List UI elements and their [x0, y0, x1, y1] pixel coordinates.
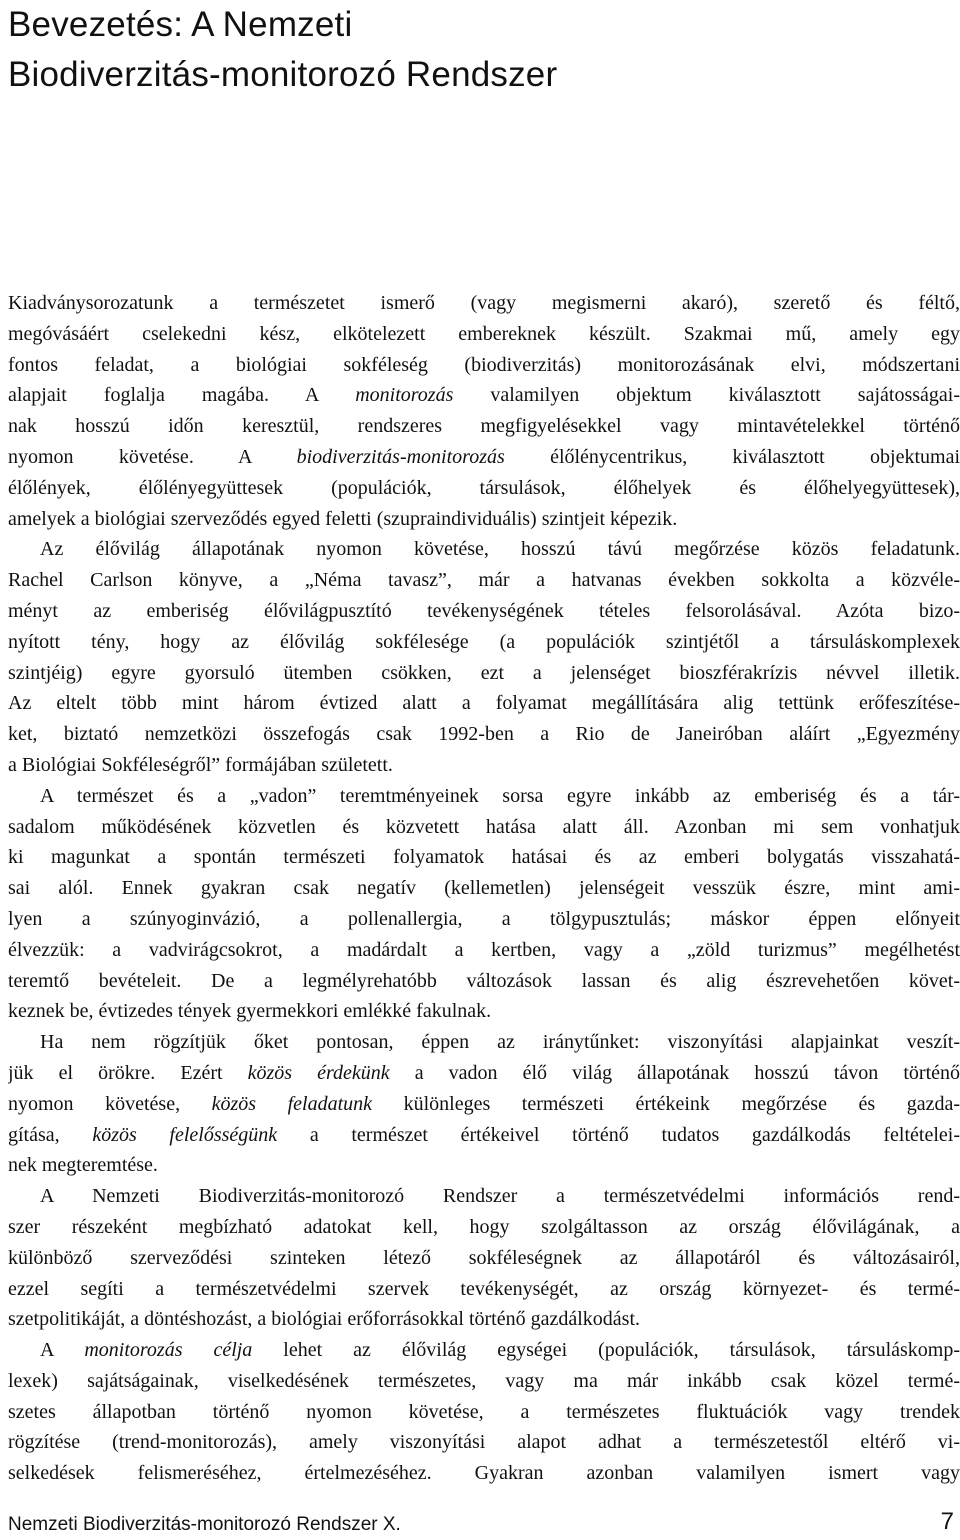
- text-run: a természet értékeivel történő tudatos gazdálkodás feltételei-: [277, 1123, 960, 1146]
- text-run: A: [40, 1339, 85, 1362]
- text-line: [8, 1427, 960, 1458]
- text-run: amelyek a biológiai szerveződés egyed feletti (szupraindividuális) szintjeit képezik.: [8, 507, 678, 530]
- text-line: [8, 288, 960, 319]
- text-run: különleges természeti értékeink megőrzése és gazda-: [372, 1092, 960, 1115]
- text-run: élőlények, élőlényegyüttesek (populációk, társulások, élőhelyek és élőhelyegyüttesek),: [8, 476, 960, 499]
- text-run: Az eltelt több mint három évtized alatt a folyamat megállítására alig tettünk erőfeszítése-: [8, 692, 960, 715]
- emphasis-text: közös érdekünk: [247, 1061, 390, 1084]
- text-run: teremtő bevételeit. De a legmélyrehatóbb változások lassan és alig észrevehetően követ-: [8, 969, 960, 992]
- text-line: [8, 873, 960, 904]
- paragraph: [8, 1027, 960, 1181]
- emphasis-text: monitorozás célja: [84, 1339, 253, 1362]
- text-line: [8, 1458, 960, 1489]
- emphasis-text: közös feladatunk: [211, 1092, 373, 1115]
- text-line: [8, 596, 960, 627]
- text-run: nyomon követése,: [8, 1092, 212, 1115]
- text-line: [8, 1181, 960, 1212]
- text-run: nyomon követése. A: [8, 445, 297, 468]
- emphasis-text: biodiverzitás-monitorozás: [296, 445, 505, 468]
- text-run: Az élővilág állapotának nyomon követése, hosszú távú megőrzése közös feladatunk.: [40, 538, 960, 561]
- text-line: [8, 1120, 960, 1151]
- text-run: élvezzük: a vadvirágcsokrot, a madárdalt a kertben, vagy a „zöld turizmus” megélhetést: [8, 938, 960, 961]
- text-run: szer részeként megbízható adatokat kell, hogy szolgáltasson az ország élővilágának, a: [8, 1215, 960, 1238]
- text-line: [8, 1027, 960, 1058]
- footer-title: Nemzeti Biodiverzitás-monitorozó Rendszer X.: [8, 1514, 401, 1535]
- text-line: [8, 1304, 960, 1335]
- text-run: ket, biztató nemzetközi összefogás csak 1992-ben a Rio de Janeiróban aláírt „Egyezmény: [8, 723, 960, 746]
- text-line: [8, 627, 960, 658]
- text-run: rögzítése (trend-monitorozás), amely viszonyítási alapot adhat a természetestől eltérő vi-: [8, 1431, 960, 1454]
- paragraph: [8, 781, 960, 1027]
- text-run: A Nemzeti Biodiverzitás-monitorozó Rendszer a természetvédelmi információs rend-: [40, 1185, 960, 1208]
- text-run: selkedések felismeréséhez, értelmezéséhez. Gyakran azonban valamilyen ismert vagy: [8, 1462, 960, 1485]
- text-run: különböző szerveződési szinteken létező sokféleségnek az állapotáról és változásairól,: [8, 1246, 960, 1269]
- text-line: [8, 380, 960, 411]
- text-run: A természet és a „vadon” teremtményeinek sorsa egyre inkább az emberiség és a tár-: [40, 784, 960, 807]
- emphasis-text: közös felelősségünk: [92, 1123, 278, 1146]
- text-run: valamilyen objektum kiválasztott sajátosságai-: [453, 384, 960, 407]
- text-line: [8, 473, 960, 504]
- text-line: [8, 1274, 960, 1305]
- text-line: [8, 781, 960, 812]
- text-line: [8, 319, 960, 350]
- text-run: ki magunkat a spontán természeti folyamatok hatásai és az emberi bolygatás visszahatá-: [8, 846, 960, 869]
- text-run: keznek be, évtizedes tények gyermekkori emlékké fakulnak.: [8, 1000, 492, 1023]
- text-run: Kiadványsorozatunk a természetet ismerő (vagy megismerni akaró), szerető és féltő,: [8, 292, 960, 314]
- text-line: [8, 688, 960, 719]
- emphasis-text: monitorozás: [355, 384, 454, 407]
- text-line: [8, 750, 960, 781]
- text-run: alapjait foglalja magába. A: [8, 384, 356, 407]
- text-run: gítása,: [8, 1123, 93, 1146]
- text-line: [8, 966, 960, 997]
- paragraph: [8, 1335, 960, 1489]
- text-run: lehet az élővilág egységei (populációk, társulások, társuláskomp-: [252, 1339, 960, 1362]
- text-line: [8, 904, 960, 935]
- paragraph: [8, 288, 960, 534]
- text-line: [8, 1366, 960, 1397]
- text-run: Rachel Carlson könyve, a „Néma tavasz”, már a hatvanas években sokkolta a közvéle-: [8, 569, 960, 592]
- text-run: ezzel segíti a természetvédelmi szervek tevékenységét, az ország környezet- és termé-: [8, 1277, 960, 1300]
- text-line: [8, 504, 960, 535]
- page-title: [8, 0, 948, 100]
- text-line: [8, 350, 960, 381]
- text-line: [8, 842, 960, 873]
- paragraph: [8, 1181, 960, 1335]
- body-text: [8, 288, 960, 1489]
- text-line: [8, 812, 960, 843]
- text-run: szetpolitikáját, a döntéshozást, a biológiai erőforrásokkal történő gazdálkodást.: [8, 1308, 641, 1331]
- text-run: élőlénycentrikus, kiválasztott objektumai: [504, 445, 960, 468]
- text-run: Ha nem rögzítjük őket pontosan, éppen az iránytűnket: viszonyítási alapjainkat veszít-: [40, 1031, 960, 1054]
- text-run: lyen a szúnyoginvázió, a pollenallergia, a tölgypusztulás; máskor éppen előnyeit: [8, 907, 960, 930]
- title-line-2: Biodiverzitás-monitorozó Rendszer: [8, 55, 558, 94]
- text-line: [8, 1335, 960, 1366]
- text-run: sadalom működésének közvetlen és közvetett hatása alatt áll. Azonban mi sem vonhatjuk: [8, 815, 960, 838]
- text-line: [8, 411, 960, 442]
- text-run: nak hosszú időn keresztül, rendszeres megfigyelésekkel vagy mintavételekkel történő: [8, 415, 960, 438]
- text-line: [8, 658, 960, 689]
- text-run: szintjéig) egyre gyorsuló ütemben csökken, ezt a jelenséget bioszférakrízis névvel illetik.: [8, 661, 960, 684]
- text-run: ményt az emberiség élővilágpusztító tevékenységének tételes felsorolásával. Azóta bizo-: [8, 599, 960, 622]
- text-run: szetes állapotban történő nyomon követése, a természetes fluktuációk vagy trendek: [8, 1400, 960, 1423]
- text-line: [8, 1089, 960, 1120]
- text-run: megóvásáért cselekedni kész, elkötelezett embereknek készült. Szakmai mű, amely egy: [8, 322, 960, 345]
- text-run: lexek) sajátságainak, viselkedésének természetes, vagy ma már inkább csak közel termé-: [8, 1369, 960, 1392]
- text-line: [8, 1212, 960, 1243]
- text-run: sai alól. Ennek gyakran csak negatív (kellemetlen) jelenségeit vesszük észre, mint ami-: [8, 877, 960, 900]
- text-line: [8, 1058, 960, 1089]
- text-run: nek megteremtése.: [8, 1154, 158, 1177]
- title-line-1: Bevezetés: A Nemzeti: [8, 5, 353, 44]
- text-line: [8, 1397, 960, 1428]
- paragraph: [8, 534, 960, 780]
- text-run: fontos feladat, a biológiai sokféleség (biodiverzitás) monitorozásának elvi, módszertani: [8, 353, 960, 376]
- text-run: a vadon élő világ állapotának hosszú távon történő: [389, 1061, 960, 1084]
- text-line: [8, 935, 960, 966]
- text-line: [8, 1243, 960, 1274]
- text-line: [8, 442, 960, 473]
- text-line: [8, 565, 960, 596]
- text-run: a Biológiai Sokféleségről” formájában született.: [8, 753, 393, 776]
- text-line: [8, 534, 960, 565]
- text-line: [8, 996, 960, 1027]
- text-run: jük el örökre. Ezért: [8, 1061, 248, 1084]
- text-line: [8, 1150, 960, 1181]
- page-number: 7: [940, 1508, 954, 1535]
- text-line: [8, 719, 960, 750]
- text-run: nyított tény, hogy az élővilág sokfélesége (a populációk szintjétől a társuláskomplexek: [8, 630, 960, 653]
